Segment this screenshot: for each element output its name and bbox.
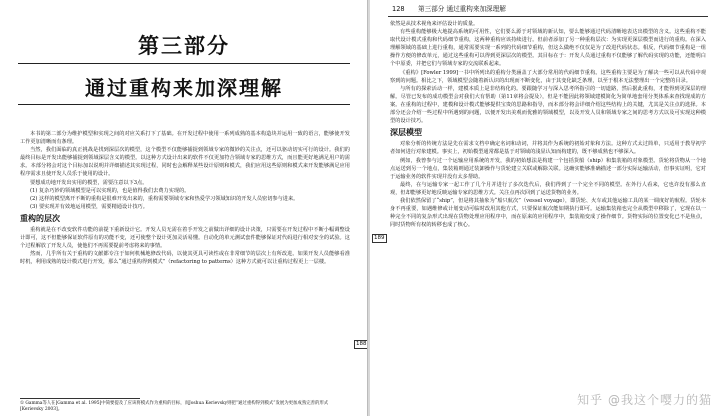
intro-paragraph: 要想成功地开发出实用的模型，需要注意以下3点。 <box>30 179 148 186</box>
right-page <box>370 0 720 416</box>
section-paragraph: 重构就是在不改变软件功能的前提下重新设计它。开发人员无需在着手开发之前做出详细的设计决策，只需要在开发过程中不断小幅调整设计即可，这不但能够保证软件原有的功能不变，还可使整个设计更加灵活易懂。自动化的单元测试套件能够保证对代码进行相对安全的试验。这个过程解放了开发人员，使他们不再需要提前考虑将来的事情。 <box>20 227 350 250</box>
section-paragraph: 然而，几乎所有关于重构的文献都专注于如何机械地修改代码，以使其更具可读性或在非常细节的层次上有所改进。如果开发人员能够看准时机，利用成熟的设计模式进行开发，那么“通过重构得到模式”（refactoring to patterns）这种方式就可以让重构过程更上一层楼。 <box>20 251 350 266</box>
footnote: ① Gamma等人在[Gamma et al. 1995]中简要提及了应该将模式作为重构的目标，而Joshua Kerievsky则把“通过重构得到模式”发展为更加成熟完善的形式[Kerievsky 2003]。 <box>20 401 329 412</box>
section-paragraph: 例如，我曾参与过一个运输应用系统的开发，我的初始想法是构建一个包括货船（ship）和集装箱的对象模型。货轮将货物从一个地点运送到另一个地点，集装箱则通过装卸操作与货轮建立关联或解除关联。这确实能够准确描述一部分实际运输活动，但事实证明，它对于运输业务的软件实现并没有太多帮助。 <box>390 157 706 180</box>
title-rule-top <box>18 63 350 64</box>
list-item: (1) 复杂巧妙的领域模型是可以实现的，也是值得我们去费力实现的。 <box>30 187 190 194</box>
watermark: 知乎 @我这个嘤力的猫 <box>577 393 712 407</box>
section-paragraph: 最终，在与运输专家一起工作了几个月并进行了多次迭代后，我们得到了一个完全不同的模型。在外行人看来，它也许没有那么直观，但却能够更好地反映运输专家的思维方式。关注点再次回到了运送货物的业务。 <box>390 181 706 196</box>
left-body <box>20 130 350 267</box>
section-heading: 重构的层次 <box>20 213 60 223</box>
list-item: (3) 要实现并有效地运用模型，需要精通设计技巧。 <box>30 203 148 210</box>
section-paragraph: 我们依然保留了“ship”，但是将其抽象为“船只航次”（vessel voyage），即货轮、火车或其他运输工具的某一调度好的航程。货轮本身不再重要，如遇维修或计划变动可临时改用其他方式，只要保证航次能如期执行即可。运输集装箱也完全从模型中移除了，它现在以一种完全不同的复杂形式出现在货物处理应用程序中，而在原来的应用程序中，集装箱变成了操作细节。货物实际的位置变化已不是焦点，同时货物所有权的转移也成了核心。 <box>390 197 706 229</box>
right-body <box>390 20 706 229</box>
intro-paragraph: 本书的第二部分为维护模型和实现之间的对应关系打下了基础。在开发过程中使用一系列成熟的基本构造块并运用一致的语言，能够使开发工作更加清晰而有条理。 <box>20 131 350 146</box>
running-head <box>370 2 720 16</box>
margin-page-number: 189 <box>374 235 385 241</box>
running-title: 第三部分 通过重构来加深理解 <box>418 5 506 13</box>
section-paragraph: 对象分析的传统方法是先在需求文档中确定名词和动词，并将其作为系统的初始对象和方法。这种方式太过简单，只适用于教导初学者如何进行对象建模。事实上，初始模型通常都是基于对领域的浅显认知而构建的，既不够成熟也不够深入。 <box>390 141 706 156</box>
body-paragraph: 依然是从技术视角来评估设计的质量。 <box>390 21 479 27</box>
footnote-rule <box>20 398 140 399</box>
section-heading: 深层模型 <box>390 128 422 138</box>
part-title: 第三部分 <box>138 34 230 58</box>
body-paragraph: 与所有的探索活动一样，建模本质上是非结构化的。要跟随学习与深入思考所指引的一切道路，然后据此重构，才能得到更深层的理解。尽管已发布的成功模型会对我们大有帮助（第11章将会提及），但是不能因此将领域建模简化为简单地套用分类体系来查找现成的方案。在重构的过程中，建模和设计模式能够提供宝贵的思路和指导，而本部分将会详细介绍这些结构上的关键，尤其是关注点的选择。本部分还会介绍一些过程中所遇到的问题，以便开发出美观而优雅的领域模型，以及开发人员和领域专家之间的思考方式以及可实现这种模型的设计技巧。 <box>390 85 706 125</box>
page-number: 128 <box>392 5 405 13</box>
body-paragraph: 《重构》[Fowler 1999]一书中所列出的重构分类涵盖了大部分常用的代码细节重构。这些重构主要是为了解决一些可以从代码中观察到的问题。相比之下，领域模型会随着新认识的出现而不断变化，由于其变化缺乏条理，以至于根本无法整理出一个完整的目录。 <box>390 69 706 84</box>
margin-page-number: 188 <box>356 341 367 347</box>
intro-paragraph: 当然，我们面临的真正挑战是找到深层次的模型，这个模型不仅能够捕捉到领域专家的微妙的关注点，还可以驱动切实可行的设计。我们的最终目标是开发出能够捕捉到领域深层含义的模型。以这种方式设计出来的软件不仅更加符合领域专家的思维方式，而且能更好地满足用户的需求。本部分将会对这个目标加以说明并详细描述其实现过程，同时也会解释某些设计原则和模式，我们应用这些原则和模式来开发能够满足应用程序需求且使开发人员乐于使用的设计。 <box>20 147 350 178</box>
header-rule <box>388 16 708 17</box>
title-rule-bottom <box>18 104 350 105</box>
part-subtitle: 通过重构来加深理解 <box>85 76 283 100</box>
body-paragraph: 有些重构能够极大地提高系统的可用性，它们要么源于对领域的新认知，要么能够通过代码清晰地表达出模型的含义。这些重构不能取代设计模式重构和代码细节重构，这两种重构应该持续进行。但前者添加了另一种重构层次：为实现更深层模型而进行的重构。在深入理解领域的基础上进行重构，通常需要实现一系列的代码细节重构，但这么做绝不仅仅是为了改进代码状态。相反，代码细节重构是一组操作方便的修改单元，通过这些重构可以得到更深层次的模型。其目标在于：开发人员通过重构不仅能够了解代码实现的功能，还能明白个中原委，并把它们与领域专家的交流联系起来。 <box>390 29 706 68</box>
list-item: (2) 这样的模型离开不断的重构是很难开发出来的，重构需要领域专家和热爱学习领域知识的开发人员密切参与进来。 <box>30 195 299 202</box>
